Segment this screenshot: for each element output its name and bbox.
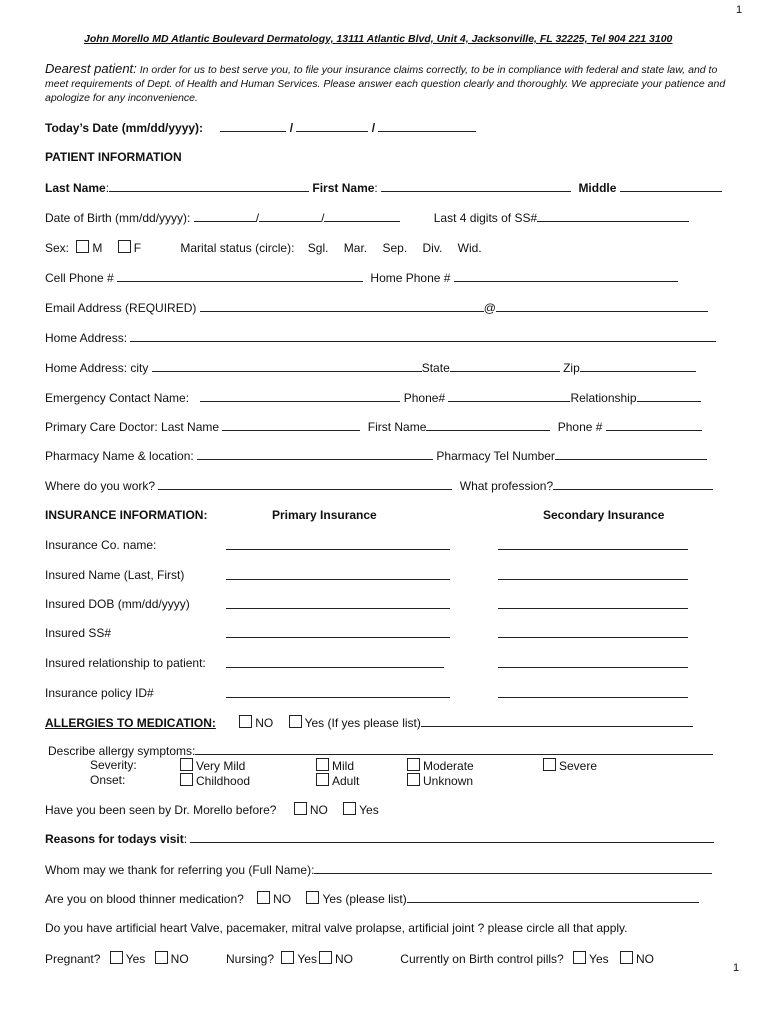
- moderate-checkbox[interactable]: [407, 758, 420, 771]
- marital-label: Marital status (circle):: [180, 241, 295, 255]
- nursing-label: Nursing?: [226, 952, 275, 966]
- home-address-field[interactable]: [130, 330, 716, 342]
- referring-row: [45, 862, 712, 877]
- insurance-title: INSURANCE INFORMATION:: [45, 508, 208, 522]
- nursing-yes-checkbox[interactable]: [281, 951, 294, 964]
- todays-date-row: [45, 120, 476, 135]
- footer-page-number: 1: [733, 962, 740, 974]
- pharmacy-row: [45, 448, 707, 463]
- mild-checkbox[interactable]: [316, 758, 329, 771]
- pcp-row: [45, 419, 702, 434]
- insurance-row-label: Insurance Co. name:: [45, 538, 157, 552]
- city-field[interactable]: [152, 360, 422, 372]
- severity-mild: [316, 758, 354, 773]
- secondary-co-name-field[interactable]: [498, 538, 688, 550]
- dob-day-field[interactable]: [259, 210, 321, 222]
- onset-childhood: [180, 773, 250, 788]
- ss-last4-field[interactable]: [537, 210, 689, 222]
- email-label: Email Address (REQUIRED): [45, 301, 197, 315]
- secondary-insured-dob-field[interactable]: [498, 597, 688, 609]
- primary-policy-id-field[interactable]: [226, 686, 450, 698]
- email-user-field[interactable]: [200, 300, 484, 312]
- allergies-yes-checkbox[interactable]: [289, 715, 302, 728]
- blood-thinner-yes-label: Yes (please list): [322, 892, 407, 906]
- pharmacy-label: Pharmacy Name & location:: [45, 449, 194, 463]
- sex-m-checkbox[interactable]: [76, 240, 89, 253]
- pregnant-row: [45, 951, 654, 966]
- home-address-row: [45, 330, 716, 345]
- sex-m-label: M: [92, 241, 103, 255]
- nursing-no-label: NO: [334, 952, 353, 966]
- middle-label: Middle: [578, 181, 617, 195]
- moderate-label: Moderate: [423, 759, 474, 773]
- date-day-field[interactable]: [296, 120, 368, 132]
- nursing-yes-label: Yes: [297, 952, 317, 966]
- referring-field[interactable]: [314, 862, 712, 874]
- describe-symptoms-label: Describe allergy symptoms:: [48, 744, 196, 758]
- referring-label: Whom may we thank for referring you (Full Name):: [45, 863, 315, 877]
- pcp-first-label: First Name: [367, 420, 427, 434]
- childhood-checkbox[interactable]: [180, 773, 193, 786]
- marital-div[interactable]: Div.: [422, 241, 443, 255]
- relationship-field[interactable]: [637, 390, 701, 402]
- last-name-field[interactable]: [109, 180, 309, 192]
- nursing-no-checkbox[interactable]: [319, 951, 332, 964]
- seen-before-row: [45, 802, 379, 817]
- secondary-insurance-heading: Secondary Insurance: [543, 508, 665, 522]
- secondary-insured-name-field[interactable]: [498, 568, 688, 580]
- insurance-row-label: Insured DOB (mm/dd/yyyy): [45, 597, 190, 611]
- allergies-list-field[interactable]: [421, 715, 693, 727]
- emergency-phone-label: Phone#: [403, 391, 446, 405]
- todays-date-label: Today’s Date (mm/dd/yyyy):: [45, 121, 204, 135]
- state-field[interactable]: [450, 360, 560, 372]
- sex-row: [45, 240, 482, 255]
- date-year-field[interactable]: [378, 120, 476, 132]
- childhood-label: Childhood: [196, 774, 251, 788]
- very-mild-checkbox[interactable]: [180, 758, 193, 771]
- pregnant-no-label: NO: [170, 952, 189, 966]
- emergency-row: [45, 390, 701, 405]
- cell-phone-field[interactable]: [117, 270, 363, 282]
- marital-mar[interactable]: Mar.: [343, 241, 368, 255]
- home-phone-field[interactable]: [454, 270, 678, 282]
- first-name-field[interactable]: [381, 180, 571, 192]
- first-name-label: First Name: [312, 181, 375, 195]
- page-number: 1: [736, 4, 743, 16]
- insurance-row-label: Insured SS#: [45, 626, 112, 640]
- emergency-label: Emergency Contact Name:: [45, 391, 190, 405]
- blood-thinner-list-field[interactable]: [407, 891, 699, 903]
- zip-field[interactable]: [580, 360, 696, 372]
- very-mild-label: Very Mild: [196, 759, 246, 773]
- dob-row: Date of Birth (mm/dd/yyyy): / / Last 4 digits of SS#: [45, 210, 689, 225]
- birth-control-yes-checkbox[interactable]: [573, 951, 586, 964]
- insurance-row-label: Insured relationship to patient:: [45, 656, 206, 670]
- state-label: State: [421, 361, 450, 375]
- phone-row: [45, 270, 678, 285]
- seen-before-label: Have you been seen by Dr. Morello before?: [45, 803, 277, 817]
- primary-insured-ss-field[interactable]: [226, 626, 450, 638]
- seen-before-no-label: NO: [309, 803, 328, 817]
- pharmacy-tel-label: Pharmacy Tel Number: [436, 449, 555, 463]
- blood-thinner-no-label: NO: [273, 892, 292, 906]
- secondary-insured-ss-field[interactable]: [498, 626, 688, 638]
- intro-lead: Dearest patient:: [45, 61, 137, 76]
- unknown-checkbox[interactable]: [407, 773, 420, 786]
- blood-thinner-no-checkbox[interactable]: [257, 891, 270, 904]
- severe-checkbox[interactable]: [543, 758, 556, 771]
- birth-control-yes-label: Yes: [589, 952, 609, 966]
- marital-sgl[interactable]: Sgl.: [307, 241, 329, 255]
- secondary-policy-id-field[interactable]: [498, 686, 688, 698]
- pharmacy-tel-field[interactable]: [555, 448, 707, 460]
- practice-header: John Morello MD Atlantic Boulevard Dermatology, 13111 Atlantic Blvd, Unit 4, Jacksonville, FL 32225, Tel 904 221 3100: [84, 33, 673, 45]
- onset-label: Onset:: [90, 773, 126, 787]
- middle-field[interactable]: [620, 180, 722, 192]
- emergency-phone-field[interactable]: [448, 390, 570, 402]
- sex-label: Sex:: [45, 241, 70, 255]
- date-sep: /: [371, 121, 376, 135]
- reasons-field[interactable]: [190, 831, 714, 843]
- insurance-row-label: Insured Name (Last, First): [45, 568, 185, 582]
- dob-year-field[interactable]: [324, 210, 400, 222]
- pregnant-yes-checkbox[interactable]: [110, 951, 123, 964]
- adult-label: Adult: [332, 774, 360, 788]
- dob-label: Date of Birth (mm/dd/yyyy):: [45, 211, 191, 225]
- patient-info-title: PATIENT INFORMATION: [45, 150, 182, 164]
- artificial-devices-question: Do you have artificial heart Valve, pacemaker, mitral valve prolapse, artificial joint ? please circle all that apply.: [45, 921, 628, 935]
- insurance-row-label: Insurance policy ID#: [45, 686, 154, 700]
- date-month-field[interactable]: [220, 120, 286, 132]
- work-label: Where do you work?: [45, 479, 156, 493]
- cell-phone-label: Cell Phone #: [45, 271, 114, 285]
- allergies-row: [45, 715, 693, 730]
- severe-label: Severe: [559, 759, 598, 773]
- primary-insured-name-field[interactable]: [226, 568, 450, 580]
- describe-symptoms-field[interactable]: [195, 743, 713, 755]
- sex-f-label: F: [133, 241, 142, 255]
- primary-relationship-field[interactable]: [226, 656, 444, 668]
- allergies-no-label: NO: [255, 716, 274, 730]
- intro-paragraph: [45, 62, 735, 105]
- emergency-name-field[interactable]: [200, 390, 400, 402]
- pcp-label: Primary Care Doctor: Last Name: [45, 420, 220, 434]
- describe-symptoms-row: [48, 743, 713, 758]
- allergies-title: ALLERGIES TO MEDICATION:: [45, 716, 216, 730]
- allergies-no-checkbox[interactable]: [239, 715, 252, 728]
- city-label: Home Address: city: [45, 361, 149, 375]
- blood-thinner-row: [45, 891, 699, 906]
- adult-checkbox[interactable]: [316, 773, 329, 786]
- primary-insurance-heading: Primary Insurance: [272, 508, 377, 522]
- home-address-label: Home Address:: [45, 331, 128, 345]
- marital-wid[interactable]: Wid.: [457, 241, 482, 255]
- pregnant-label: Pregnant?: [45, 952, 101, 966]
- name-row: Last Name: First Name: Middle: [45, 180, 722, 195]
- home-phone-label: Home Phone #: [370, 271, 451, 285]
- pregnant-yes-label: Yes: [125, 952, 146, 966]
- severity-label: Severity:: [90, 758, 137, 772]
- birth-control-no-label: NO: [635, 952, 654, 966]
- reasons-label: Reasons for todays visit: [45, 832, 184, 846]
- sex-f-checkbox[interactable]: [118, 240, 131, 253]
- severity-severe: [543, 758, 597, 773]
- onset-unknown: [407, 773, 473, 788]
- marital-sep[interactable]: Sep.: [382, 241, 408, 255]
- work-row: [45, 478, 713, 493]
- pcp-phone-label: Phone #: [557, 420, 603, 434]
- seen-before-yes-checkbox[interactable]: [343, 802, 356, 815]
- allergies-yes-label: Yes (If yes please list): [304, 716, 421, 730]
- mild-label: Mild: [332, 759, 355, 773]
- email-row: [45, 300, 708, 315]
- birth-control-label: Currently on Birth control pills?: [400, 952, 564, 966]
- profession-label: What profession?: [459, 479, 554, 493]
- email-domain-field[interactable]: [496, 300, 708, 312]
- relationship-label: Relationship: [570, 391, 637, 405]
- blood-thinner-yes-checkbox[interactable]: [306, 891, 319, 904]
- profession-field[interactable]: [553, 478, 713, 490]
- zip-label: Zip: [563, 361, 580, 375]
- blood-thinner-label: Are you on blood thinner medication?: [45, 892, 244, 906]
- city-row: [45, 360, 696, 375]
- pharmacy-field[interactable]: [197, 448, 433, 460]
- primary-insured-dob-field[interactable]: [226, 597, 450, 609]
- pcp-phone-field[interactable]: [606, 419, 702, 431]
- seen-before-no-checkbox[interactable]: [294, 802, 307, 815]
- ss-last4-label: Last 4 digits of SS#: [433, 211, 538, 225]
- onset-adult: [316, 773, 359, 788]
- reasons-row: Reasons for todays visit:: [45, 831, 714, 846]
- severity-moderate: [407, 758, 474, 773]
- severity-very-mild: [180, 758, 245, 773]
- seen-before-yes-label: Yes: [359, 803, 379, 817]
- date-sep: /: [289, 121, 294, 135]
- last-name-label: Last Name: [45, 181, 106, 195]
- intro-body: In order for us to best serve you, to file your insurance claims correctly, to be in compliance with federal and state law, and to meet requirements of Dept. of Health and Human Services. Please answer each question clearly and thoroughly. We appreciate your patience and apologize for any inconvenience.: [45, 64, 726, 104]
- email-at: @: [483, 301, 496, 315]
- unknown-label: Unknown: [423, 774, 474, 788]
- birth-control-no-checkbox[interactable]: [620, 951, 633, 964]
- work-field[interactable]: [158, 478, 452, 490]
- pcp-first-name-field[interactable]: [426, 419, 550, 431]
- primary-co-name-field[interactable]: [226, 538, 450, 550]
- secondary-relationship-field[interactable]: [498, 656, 688, 668]
- dob-month-field[interactable]: [194, 210, 256, 222]
- pcp-last-name-field[interactable]: [222, 419, 360, 431]
- pregnant-no-checkbox[interactable]: [155, 951, 168, 964]
